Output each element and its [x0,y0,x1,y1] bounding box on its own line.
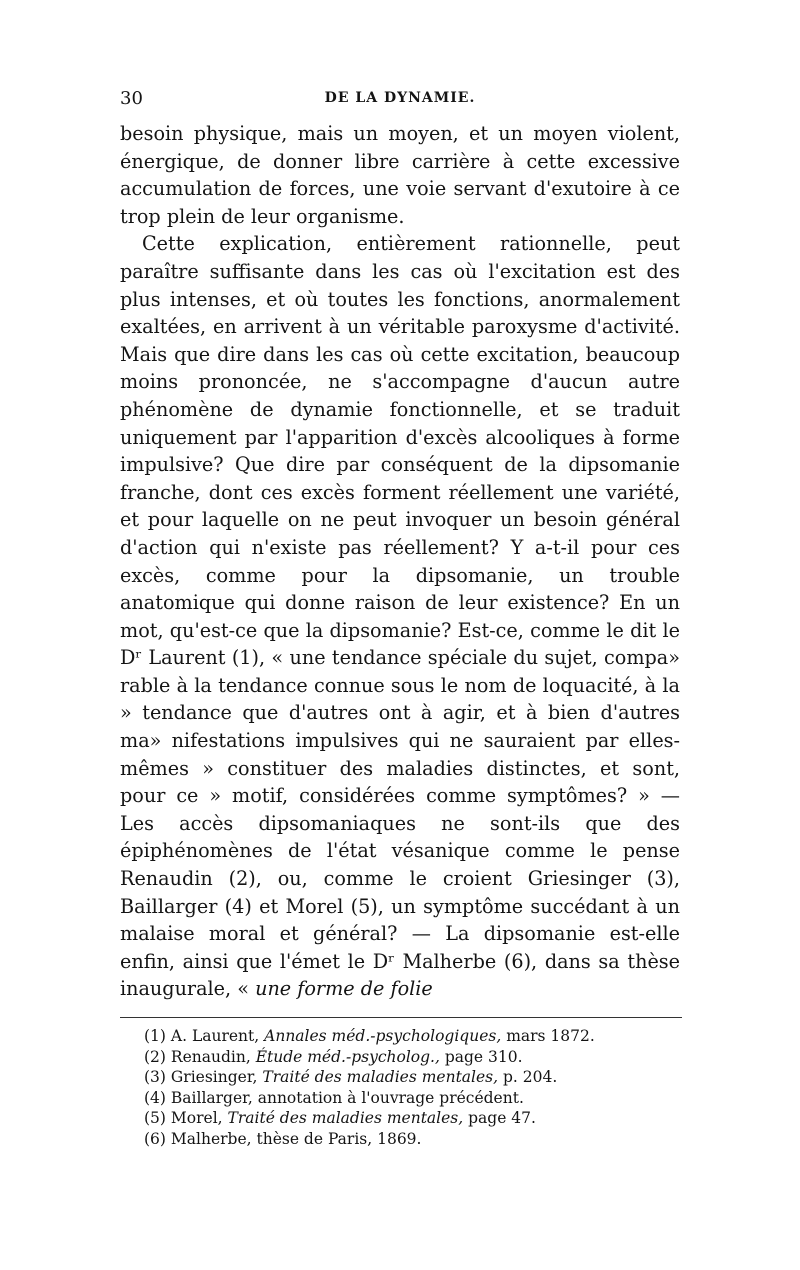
paragraph-2 [120,230,680,1003]
footnote-number: (6) [144,1129,166,1148]
footnote [144,1129,680,1150]
footnotes [120,1026,680,1150]
paragraph-1: besoin physique, mais un moyen, et un moyen violent, énergique, de donner libre carrière à cette excessive accumulation de forces, une voie servant d'exutoire à ce trop plein de leur organisme. [120,122,680,228]
footnote [144,1067,680,1088]
footnote-title: Étude méd.-psycholog., [255,1047,440,1066]
paragraph-2-italic: une forme de folie [255,977,433,1001]
running-head: DE LA DYNAMIE. [324,90,476,106]
footnote-number: (2) [144,1047,166,1066]
footnote-text: Malherbe, thèse de Paris, 1869. [170,1129,422,1148]
footnote-rest: p. 204. [502,1068,558,1087]
footnote-rule [120,1017,682,1018]
footnote-title: Traité des maladies mentales, [227,1109,464,1128]
footnote-title: Traité des maladies mentales, [262,1068,499,1087]
footnote [144,1026,680,1047]
footnote-number: (5) [144,1109,166,1128]
footnote-rest: page 310. [444,1047,523,1066]
footnote-text: A. Laurent, [170,1027,260,1045]
main-text [120,120,680,1003]
paragraph-2-text: Cette explication, entièrement rationnelle, peut paraître suffisante dans les cas où l'excitation est des plus intenses, et où toutes les fonctions, anormalement exaltées, en arrivent à un véritable paroxysme d'activité. Mais que dire dans les cas où cette excitation, beaucoup moins prononcée, ne s'accompagne d'aucun autre phénomène de dynamie fonctionnelle, et se traduit uniquement par l'apparition d'excès alcooliques à forme impulsive? Que dire par conséquent de la dipsomanie franche, dont ces excès forment réellement une variété, et pour laquelle on ne peut invoquer un besoin général d'action qui n'existe pas réellement? Y a-t-il pour ces excès, comme pour la dipsomanie, un trouble anatomique qui donne raison de leur existence? En un mot, qu'est-ce que la dipsomanie? Est-ce, comme le dit le Dʳ Laurent (1), « une tendance spéciale du sujet, compa» rable à la tendance connue sous le nom de loquacité, à la » tendance que d'autres ont à agir, et à bien d'autres ma» nifestations impulsives qui ne sauraient par elles-mêmes » constituer des maladies distinctes, et sont, pour ce » motif, considérées comme symptômes? » — Les accès dipsomaniaques ne sont-ils que des épiphénomènes de l'état vésanique comme le pense Renaudin (2), ou, comme le croient Griesinger (3), Baillarger (4) et Morel (5), un symptôme succédant à un malaise moral et général? — La dipsomanie est-elle enfin, ainsi que l'émet le Dʳ Malherbe (6), dans sa thèse inaugurale, « [120,232,680,1001]
footnote-text: Griesinger, [170,1068,258,1087]
footnote-text: Morel, [170,1109,223,1128]
footnote-number: (1) [144,1027,166,1045]
footnote-text: Renaudin, [170,1047,251,1066]
footnote-text: Baillarger, annotation à l'ouvrage précédent. [170,1088,524,1107]
footnote [144,1047,680,1068]
footnote-rest: page 47. [468,1109,536,1128]
footnote-rest: mars 1872. [506,1027,595,1045]
footnote-number: (3) [144,1068,166,1087]
footnote-title: Annales méd.-psychologiques, [264,1027,502,1045]
page-header [120,88,680,114]
footnote [144,1088,680,1109]
page-number: 30 [120,88,143,109]
book-page [120,88,680,1150]
footnote-number: (4) [144,1088,166,1107]
footnote [144,1108,680,1129]
